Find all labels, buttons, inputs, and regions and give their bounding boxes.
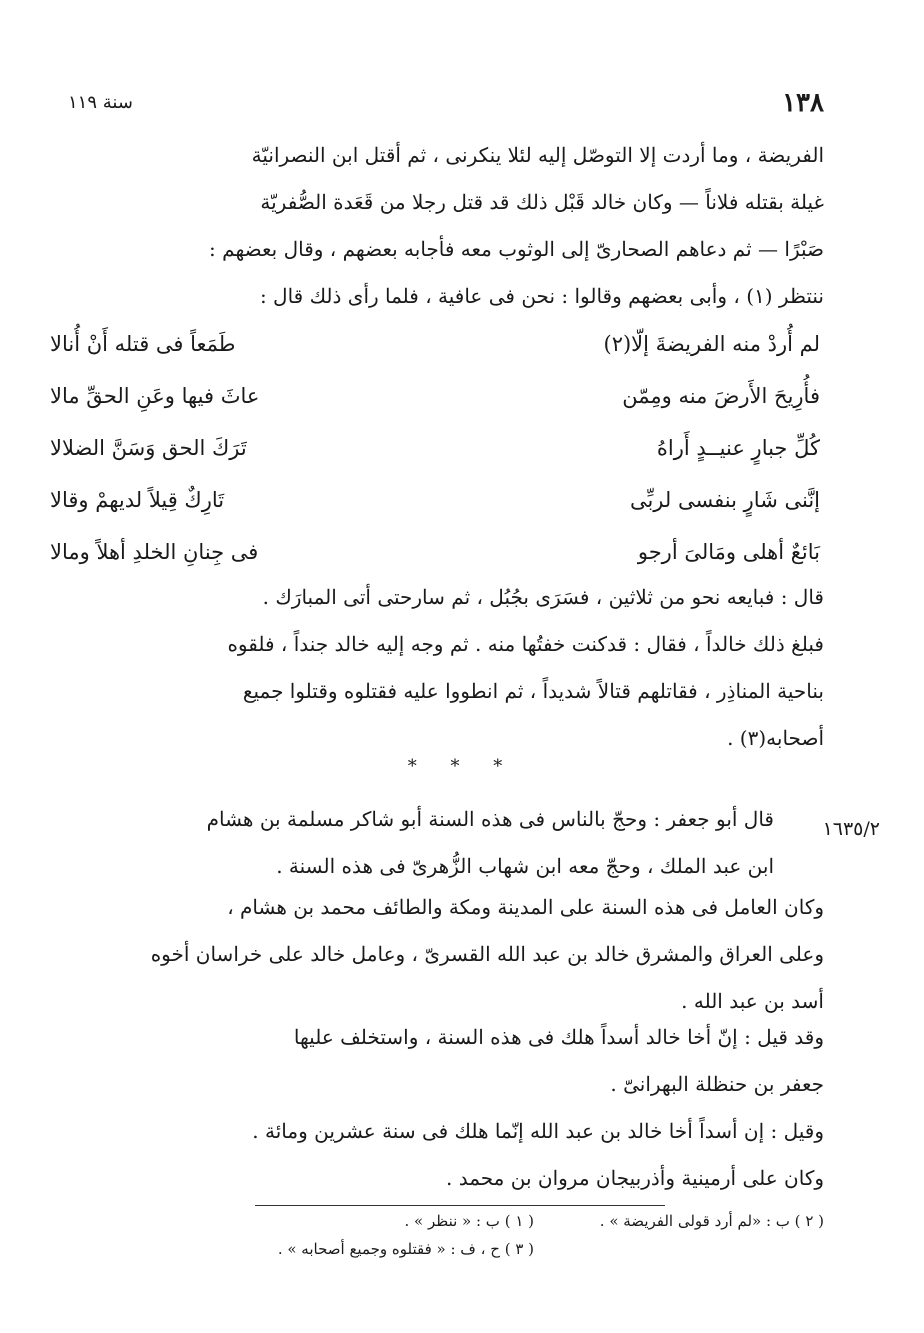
poem-verses <box>50 318 820 578</box>
text-line: بناحية المناذِر ، فقاتلهم قتالاً شديداً ، ثم انطووا عليه فقتلوه وقتلوا جميع <box>242 679 824 703</box>
paragraph-5 <box>38 1014 824 1108</box>
text-line: جعفر بن حنظلة البهرانىّ . <box>610 1072 824 1096</box>
text-line: الفريضة ، وما أردت إلا التوصّل إليه لئلا ينكرنى ، ثم أقتل ابن النصرانيّة <box>251 143 824 167</box>
text-line: وقد قيل : إنّ أخا خالد أسداً هلك فى هذه السنة ، واستخلف عليها <box>293 1025 824 1049</box>
verse-first-hemistich: فأُرِيحَ الأَرضَ منه ومِمّن <box>622 384 820 408</box>
verse-line <box>50 318 820 370</box>
verse-second-hemistich: طَمَعاً فى قتله أَنْ أُنالا <box>50 332 236 356</box>
text-line: فبلغ ذلك خالداً ، فقال : قدكنت خفتُها منه . ثم وجه إليه خالد جنداً ، فلقوه <box>227 632 824 656</box>
footnote-divider <box>255 1205 665 1206</box>
section-separator: * * * <box>407 756 517 777</box>
verse-second-hemistich: تَرَكَ الحق وَسَنَّ الضلالا <box>50 436 247 460</box>
footnote-2: ( ٢ ) ب : «لم أرد قولى الفريضة » . <box>599 1212 824 1230</box>
text-line: وعلى العراق والمشرق خالد بن عبد الله القسرىّ ، وعامل خالد على خراسان أخوه <box>150 942 824 966</box>
paragraph-4 <box>38 884 824 1025</box>
text-line: أصحابه(٣) . <box>727 726 824 750</box>
paragraph-3 <box>24 796 774 890</box>
verse-line <box>50 422 820 474</box>
text-line: قال أبو جعفر : وحجّ بالناس فى هذه السنة أبو شاكر مسلمة بن هشام <box>206 807 774 831</box>
footnote-1: ( ١ ) ب : « ننظر » . <box>404 1212 534 1230</box>
text-line: وكان على أرمينية وأذربيجان مروان بن محمد . <box>446 1166 824 1190</box>
paragraph-2 <box>38 574 824 762</box>
verse-second-hemistich: عاثَ فيها وعَنِ الحقِّ مالا <box>50 384 260 408</box>
text-line: وكان العامل فى هذه السنة على المدينة ومكة والطائف محمد بن هشام ، <box>227 895 824 919</box>
text-line: أسد بن عبد الله . <box>681 989 824 1013</box>
text-line: قال : فبايعه نحو من ثلاثين ، فسَرَى بجُبُل ، ثم سارحتى أتى المبارَك . <box>262 585 824 609</box>
text-line: ابن عبد الملك ، وحجّ معه ابن شهاب الزُّهرىّ فى هذه السنة . <box>276 854 774 878</box>
verse-second-hemistich: تَارِكٌ قِيلاً لديهمْ وقالا <box>50 488 225 512</box>
verse-first-hemistich: لم أُردْ منه الفريضةَ إلّا(٢) <box>603 332 820 356</box>
verse-line <box>50 526 820 578</box>
verse-second-hemistich: فى جِنانِ الخلدِ أهلاً ومالا <box>50 540 259 564</box>
paragraph-6 <box>38 1108 824 1202</box>
verse-line <box>50 474 820 526</box>
text-line: وقيل : إن أسداً أخا خالد بن عبد الله إنّما هلك فى سنة عشرين ومائة . <box>252 1119 824 1143</box>
page-number: ١٣٨ <box>782 88 824 118</box>
text-line: ننتظر (١) ، وأبى بعضهم وقالوا : نحن فى عافية ، فلما رأى ذلك قال : <box>259 284 824 308</box>
verse-first-hemistich: بَائعٌ أهلى ومَالىَ أرجو <box>637 540 820 564</box>
verse-first-hemistich: إنَّنى شَارٍ بنفسى لربِّى <box>629 488 820 512</box>
running-header-year: سنة ١١٩ <box>68 92 133 113</box>
verse-first-hemistich: كُلِّ جبارٍ عنيــدٍ أَراهُ <box>656 436 820 460</box>
paragraph-1 <box>38 132 824 320</box>
margin-reference-number: ١٦٣٥/٢ <box>822 818 880 840</box>
footnote-3: ( ٣ ) ح ، ف : « فقتلوه وجميع أصحابه » . <box>277 1240 534 1258</box>
text-line: غيلة بقتله فلاناً — وكان خالد قَبْل ذلك قد قتل رجلا من قَعَدة الصُّفريّة <box>260 190 824 214</box>
verse-line <box>50 370 820 422</box>
text-line: صَبْرًا — ثم دعاهم الصحارىّ إلى الوثوب معه فأجابه بعضهم ، وقال بعضهم : <box>209 237 824 261</box>
